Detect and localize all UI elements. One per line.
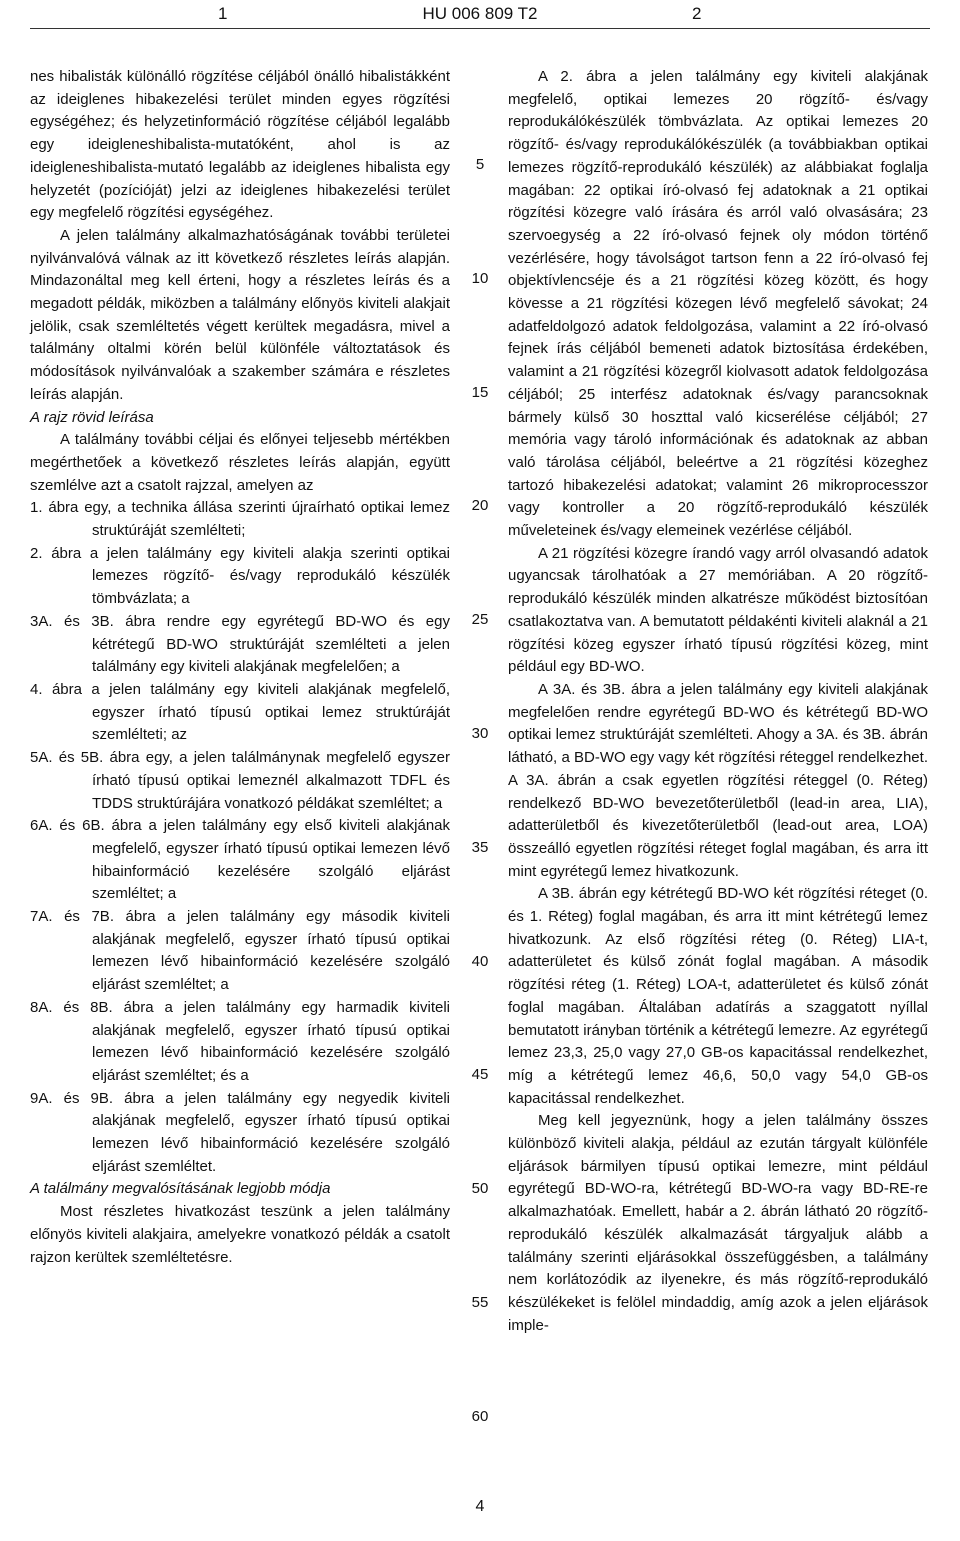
line-number: 60 <box>471 1407 489 1425</box>
paragraph: A 2. ábra a jelen találmány egy kiviteli alakjának megfelelő, optikai lemezes 20 rögzítő- és/vagy reprodukálókészülék tömbvázlata. Az optikai lemezes 20 rögzítő- és/vagy reprodukálókészülék (a továbbiakban optikai lemezes rögzítő-reprodukáló készülék) az alábbiakat foglalja magában: 22 optikai író-olvasó fej adatoknak a 21 optikai rögzítési közegre való írására és arról való olvasására; 23 szervoegység a 22 író-olvasó fejnek oly módon történő vezérlésére, hogy távolságot tartson fenn a 22 író-olvasó fej objektívlencséje és a 21 rögzítési közeg között, és hogy kövesse a 21 rögzítési közegen lévő megfelelő sávokat; 24 adatfeldolgozó adatok feldolgozása, valamint a 22 író-olvasó fejnek írás céljából bemeneti adatok biztosítása érdekében, valamint a 21 rögzítési közegről kiolvasott adatok feldolgozása céljából; 25 interfész adatoknak és/vagy parancsoknak bármely külső 30 hoszttal való kicserélése céljából; 27 memória vagy tároló információnak és adatoknak az abban való tárolása céljából, beleértve a 21 rögzítési közeghez tartozó hibakezelési adatokat; valamint 26 mikroprocesszor vagy kontroller a 20 rögzítő-reprodukáló készülék műveleteinek és/vagy elemeinek vezérlése céljából. <box>508 68 928 540</box>
paragraph: Most részletes hivatkozást teszünk a jelen találmány előnyös kiviteli alakjaira, amelyekre vonatkozó példák a csatolt rajzon kerültek szemléltetésre. <box>30 1203 450 1266</box>
figure-list-item: 4. ábra a jelen találmány egy kiviteli alakjának megfelelő, egyszer írható típusú optikai lemez struktúráját szemlélteti; az <box>30 680 450 744</box>
line-number: 5 <box>475 156 485 173</box>
line-number: 25 <box>471 611 489 629</box>
paragraph: A jelen találmány alkalmazhatóságának további területei nyilvánvalóvá válnak az itt következő részletes leírás alapján. Mindazonáltal meg kell érteni, hogy a részletes leírás és a megadott példák, miközben a találmány előnyös kiviteli alakjait jelölik, csak szemléltetés végett kerültek megadásra, mivel a találmány oltalmi körén belül különféle változtatások és módosítások nyilvánvalóak a szakember számára e részletes leírás alapján. <box>30 226 450 403</box>
line-number: 50 <box>471 1180 489 1198</box>
left-text-column <box>30 66 450 1269</box>
section-heading: A találmány megvalósításának legjobb módja <box>30 1180 331 1198</box>
paragraph: A találmány további céljai és előnyei teljesebb mértékben megérthetőek a következő részletes leírás alapján, együtt szemlélve azt a csatolt rajzzal, amelyen az <box>30 431 450 494</box>
line-number: 35 <box>471 838 489 856</box>
right-text-column <box>508 66 928 1337</box>
paragraph: A 21 rögzítési közegre írandó vagy arról olvasandó adatok ugyancsak tárolhatóak a 27 memóriában. A 20 rögzítő-reprodukáló készülék minden alkatrésze működést biztosítóan csatlakoztatva van. A bemutatott példakénti kiviteli alaknál a 21 rögzítési közeg egyszer írható típusú rögzítési közeg, mint például egy BD-WO. <box>508 544 928 676</box>
line-number: 40 <box>471 952 489 970</box>
line-number: 45 <box>471 1066 489 1084</box>
figure-list-item: 3A. és 3B. ábra rendre egy egyrétegű BD-WO és egy kétrétegű BD-WO struktúráját szemlélteti a jelen találmány egy kiviteli alakjának megfelelően; a <box>30 612 450 676</box>
line-number: 15 <box>471 383 489 401</box>
paragraph: A 3A. és 3B. ábra a jelen találmány egy kiviteli alakjának megfelelően rendre egyrétegű BD-WO és kétrétegű BD-WO optikai lemez struktúráját szemlélteti. Ahogy a 3A. és 3B. ábrán látható, a BD-WO egy vagy két rögzítési réteggel rendelkezhet. A 3A. ábrán a csak egyetlen rögzítési réteggel (0. Réteg) rendelkező BD-WO bevezetőterületből (lead-in area, LIA), adatterületből és kivezetőterületből (lead-out area, LOA) összeálló egyetlen rögzítési réteget foglal magában, és arra itt mint egyrétegű lemez hivatkozunk. <box>508 680 928 880</box>
line-number: 20 <box>471 497 489 515</box>
left-page-number: 1 <box>218 4 228 23</box>
figure-list-item: 7A. és 7B. ábra a jelen találmány egy második kiviteli alakjának megfelelő, egyszer írható típusú optikai lemezen lévő hibainformáció kezelésére szolgáló eljárást szemléltet; a <box>30 908 450 994</box>
paragraph: A 3B. ábrán egy kétrétegű BD-WO két rögzítési réteget (0. és 1. Réteg) foglal magában, és arra itt mint kétrétegű lemez hivatkozunk. Az első rögzítési réteg (0. Réteg) LIA-t, adatterületet és külső zónát foglal magában. A második rögzítési réteg (1. Réteg) LOA-t, adatterületet és külső zónát foglal magában. Általában adatírás a szaggatott nyíllal bemutatott irányban történik a kétrétegű lemezre. Az egyrétegű lemez 23,3, 25,0 vagy 27,0 GB-os kapacitással rendelkezhet, míg a kétrétegű lemez 46,6, 50,0 vagy 54,0 GB-os kapacitással rendelkezhet. <box>508 885 928 1107</box>
figure-list-item: 8A. és 8B. ábra a jelen találmány egy harmadik kiviteli alakjának megfelelő, egyszer írható típusú optikai lemezen lévő hibainformáció kezelésére szolgáló eljárást szemléltet; és a <box>30 998 450 1084</box>
header-rule <box>30 28 930 29</box>
paragraph: Meg kell jegyeznünk, hogy a jelen találmány összes különböző kiviteli alakja, például az ezután tárgyalt különféle eljárások bármilyen típusú optikai lemezre, mint például egyrétegű BD-WO-ra, kétrétegű BD-WO-ra vagy BD-RE-re alkalmazhatóak. Emellett, habár a 2. ábrán látható 20 rögzítő-reprodukáló készülék alkalmazását tárgyaljuk alább a találmány szerinti eljárásokkal összefüggésben, a találmány nem korlátozódik az ilyenekre, és más rögzítő-reprodukáló készülékeket is felölel mindaddig, amíg azok a jelen eljárások imple- <box>508 1112 928 1334</box>
figure-list-item: 2. ábra a jelen találmány egy kiviteli alakja szerinti optikai lemezes rögzítő- és/vagy reprodukáló készülék tömbvázlata; a <box>30 544 450 608</box>
line-number: 30 <box>471 725 489 742</box>
section-heading: A rajz rövid leírása <box>30 408 154 426</box>
figure-list-item: 9A. és 9B. ábra a jelen találmány egy negyedik kiviteli alakjának megfelelő, egyszer írható típusú optikai lemezen lévő hibainformáció kezelésére szolgáló eljárást szemléltet. <box>30 1089 450 1175</box>
figure-list-item: 5A. és 5B. ábra egy, a jelen találmánynak megfelelő egyszer írható típusú optikai lemeznél alkalmazott TDFL és TDDS struktúrájára vonatkozó példákat szemléltet; a <box>30 749 450 812</box>
line-number: 55 <box>471 1294 489 1311</box>
right-page-number: 2 <box>692 4 702 23</box>
paragraph: nes hibalisták különálló rögzítése céljából önálló hibalistákként az ideiglenes hibakezelési terület minden egyes rögzítési egységéhez; és helyzetinformáció rögzítése céljából legalább egy ideigleneshibalista-mutatóként, ahol is az ideigleneshibalista-mutató legalább az ideiglenes hibalista egy helyzetét (pozícióját) jelzi az ideiglenes hibakezelési terület egy megfelelő rögzítési egységéhez. <box>30 68 450 222</box>
line-number: 10 <box>471 269 489 287</box>
figure-list-item: 1. ábra egy, a technika állása szerinti újraírható optikai lemez struktúráját szemlélteti; <box>30 499 450 540</box>
figure-list-item: 6A. és 6B. ábra a jelen találmány egy első kiviteli alakjának megfelelő, egyszer írható típusú optikai lemezen lévő hibainformáció kezelésére szolgáló eljárást szemléltet; a <box>30 817 450 903</box>
patent-number-title: HU 006 809 T2 <box>422 4 538 23</box>
page-footer-number: 4 <box>475 1498 485 1515</box>
